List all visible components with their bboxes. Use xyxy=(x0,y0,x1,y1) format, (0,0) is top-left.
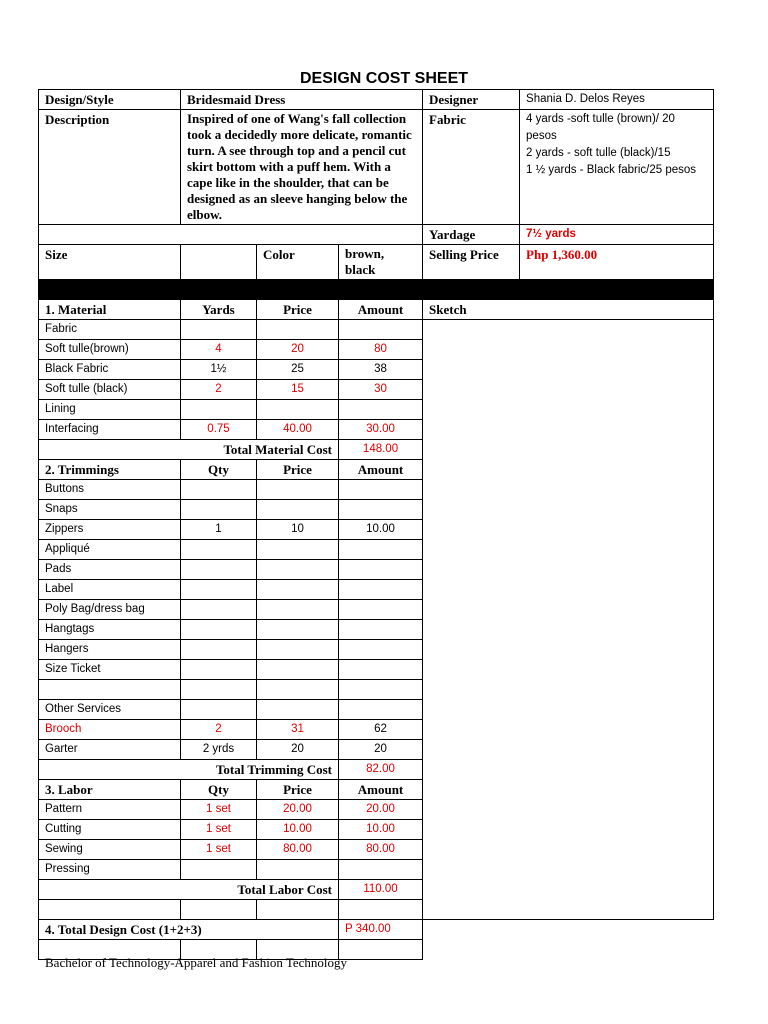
material-total-value: 148.00 xyxy=(339,440,423,460)
item-name: Poly Bag/dress bag xyxy=(39,600,181,620)
item-name: Buttons xyxy=(39,480,181,500)
designer-label: Designer xyxy=(423,90,520,110)
cost-sheet-table xyxy=(38,89,714,960)
item-qty: 2 yrds xyxy=(181,740,257,760)
description-label: Description xyxy=(39,110,181,225)
item-qty xyxy=(181,320,257,340)
fabric-line: 2 yards - soft tulle (black)/15 xyxy=(526,147,671,159)
labor-col-amount: Amount xyxy=(339,780,423,800)
item-qty: 4 xyxy=(181,340,257,360)
item-qty xyxy=(181,860,257,880)
item-price xyxy=(257,400,339,420)
item-price xyxy=(257,660,339,680)
blank-cell xyxy=(339,900,423,920)
table-row xyxy=(39,320,714,340)
item-price xyxy=(257,700,339,720)
item-qty xyxy=(181,580,257,600)
item-name: Brooch xyxy=(39,720,181,740)
item-price xyxy=(257,560,339,580)
item-name: Snaps xyxy=(39,500,181,520)
description-row xyxy=(39,110,714,225)
item-price: 15 xyxy=(257,380,339,400)
item-price xyxy=(257,600,339,620)
item-name: Pressing xyxy=(39,860,181,880)
item-price xyxy=(257,640,339,660)
item-price: 20.00 xyxy=(257,800,339,820)
item-name: Hangtags xyxy=(39,620,181,640)
item-price: 80.00 xyxy=(257,840,339,860)
labor-col-price: Price xyxy=(257,780,339,800)
item-qty xyxy=(181,700,257,720)
item-qty: 1 xyxy=(181,520,257,540)
item-amount: 62 xyxy=(339,720,423,740)
item-qty xyxy=(181,680,257,700)
item-amount xyxy=(339,700,423,720)
material-col-price: Price xyxy=(257,300,339,320)
labor-heading: 3. Labor xyxy=(39,780,181,800)
item-price: 25 xyxy=(257,360,339,380)
item-price xyxy=(257,320,339,340)
item-price xyxy=(257,480,339,500)
item-qty: 1 set xyxy=(181,820,257,840)
item-name: Black Fabric xyxy=(39,360,181,380)
item-amount xyxy=(339,620,423,640)
material-total-label: Total Material Cost xyxy=(39,440,339,460)
grand-total-value: P 340.00 xyxy=(339,920,423,940)
item-amount: 38 xyxy=(339,360,423,380)
item-price xyxy=(257,860,339,880)
item-amount: 30.00 xyxy=(339,420,423,440)
item-price: 20 xyxy=(257,740,339,760)
fabric-details xyxy=(520,110,714,225)
footer-text: Bachelor of Technology-Apparel and Fashion Technology xyxy=(45,955,348,970)
fabric-line: 1 ½ yards - Black fabric/25 pesos xyxy=(526,164,697,176)
item-amount xyxy=(339,860,423,880)
fabric-line: 4 yards -soft tulle (brown)/ 20 pesos xyxy=(526,113,675,142)
yardage-row xyxy=(39,225,714,245)
item-qty: 1 set xyxy=(181,840,257,860)
labor-total-label: Total Labor Cost xyxy=(39,880,339,900)
yardage-value: 7½ yards xyxy=(520,225,714,245)
item-name: Soft tulle(brown) xyxy=(39,340,181,360)
item-qty xyxy=(181,540,257,560)
item-name: Zippers xyxy=(39,520,181,540)
blank-cell xyxy=(39,900,181,920)
blank-cell xyxy=(339,940,423,960)
design-style-row xyxy=(39,90,714,110)
labor-col-qty: Qty xyxy=(181,780,257,800)
item-name: Hangers xyxy=(39,640,181,660)
item-amount xyxy=(339,320,423,340)
item-qty xyxy=(181,480,257,500)
item-amount: 80 xyxy=(339,340,423,360)
item-price xyxy=(257,580,339,600)
blank-cell xyxy=(257,900,339,920)
item-amount xyxy=(339,640,423,660)
item-amount: 30 xyxy=(339,380,423,400)
grand-total-row xyxy=(39,920,714,940)
blank-cell xyxy=(181,900,257,920)
color-value: brown, black xyxy=(339,245,423,280)
item-name: Sewing xyxy=(39,840,181,860)
item-name: Fabric xyxy=(39,320,181,340)
item-amount xyxy=(339,580,423,600)
item-name: Other Services xyxy=(39,700,181,720)
item-name: Pads xyxy=(39,560,181,580)
trimming-total-value: 82.00 xyxy=(339,760,423,780)
designer-value: Shania D. Delos Reyes xyxy=(520,90,714,110)
trimmings-col-amount: Amount xyxy=(339,460,423,480)
item-amount: 20 xyxy=(339,740,423,760)
item-name xyxy=(39,680,181,700)
sketch-label: Sketch xyxy=(423,300,714,320)
item-qty: 0.75 xyxy=(181,420,257,440)
item-qty xyxy=(181,400,257,420)
item-amount xyxy=(339,400,423,420)
section-divider-bar xyxy=(39,280,714,300)
item-name: Size Ticket xyxy=(39,660,181,680)
item-qty xyxy=(181,560,257,580)
item-name: Label xyxy=(39,580,181,600)
item-name: Lining xyxy=(39,400,181,420)
item-name: Appliqué xyxy=(39,540,181,560)
item-name: Garter xyxy=(39,740,181,760)
material-heading: 1. Material xyxy=(39,300,181,320)
item-price xyxy=(257,680,339,700)
size-row xyxy=(39,245,714,280)
item-name: Cutting xyxy=(39,820,181,840)
item-amount: 80.00 xyxy=(339,840,423,860)
design-style-value: Bridesmaid Dress xyxy=(181,90,423,110)
item-price xyxy=(257,500,339,520)
item-price xyxy=(257,620,339,640)
item-price: 31 xyxy=(257,720,339,740)
selling-price-value: Php 1,360.00 xyxy=(520,245,714,280)
item-qty: 1 set xyxy=(181,800,257,820)
item-name: Interfacing xyxy=(39,420,181,440)
fabric-label: Fabric xyxy=(423,110,520,225)
item-name: Soft tulle (black) xyxy=(39,380,181,400)
item-qty xyxy=(181,660,257,680)
item-amount xyxy=(339,540,423,560)
item-amount xyxy=(339,660,423,680)
item-name: Pattern xyxy=(39,800,181,820)
trimmings-heading: 2. Trimmings xyxy=(39,460,181,480)
design-style-label: Design/Style xyxy=(39,90,181,110)
item-qty: 2 xyxy=(181,380,257,400)
item-qty xyxy=(181,640,257,660)
item-amount xyxy=(339,680,423,700)
blank-cell xyxy=(39,225,423,245)
size-label: Size xyxy=(39,245,181,280)
item-amount: 10.00 xyxy=(339,820,423,840)
item-amount xyxy=(339,600,423,620)
item-qty xyxy=(181,600,257,620)
item-amount xyxy=(339,560,423,580)
grand-total-label: 4. Total Design Cost (1+2+3) xyxy=(39,920,339,940)
trimming-total-label: Total Trimming Cost xyxy=(39,760,339,780)
trimmings-col-price: Price xyxy=(257,460,339,480)
item-amount: 10.00 xyxy=(339,520,423,540)
selling-price-label: Selling Price xyxy=(423,245,520,280)
item-qty xyxy=(181,620,257,640)
item-price: 10 xyxy=(257,520,339,540)
size-value xyxy=(181,245,257,280)
item-price xyxy=(257,540,339,560)
material-header-row xyxy=(39,300,714,320)
item-qty xyxy=(181,500,257,520)
item-price: 20 xyxy=(257,340,339,360)
trimmings-col-qty: Qty xyxy=(181,460,257,480)
item-amount xyxy=(339,480,423,500)
color-label: Color xyxy=(257,245,339,280)
yardage-label: Yardage xyxy=(423,225,520,245)
item-amount xyxy=(339,500,423,520)
item-price: 40.00 xyxy=(257,420,339,440)
item-qty: 1½ xyxy=(181,360,257,380)
page-title: DESIGN COST SHEET xyxy=(299,70,469,87)
sketch-area xyxy=(423,320,714,920)
material-col-yards: Yards xyxy=(181,300,257,320)
material-col-amount: Amount xyxy=(339,300,423,320)
description-value: Inspired of one of Wang's fall collection took a decidedly more delicate, romantic turn. A see through top and a pencil cut skirt bottom with a puff hem. With a cape like in the shoulder, that can be designed as an sleeve hanging below the elbow. xyxy=(181,110,423,225)
item-price: 10.00 xyxy=(257,820,339,840)
item-amount: 20.00 xyxy=(339,800,423,820)
labor-total-value: 110.00 xyxy=(339,880,423,900)
item-qty: 2 xyxy=(181,720,257,740)
